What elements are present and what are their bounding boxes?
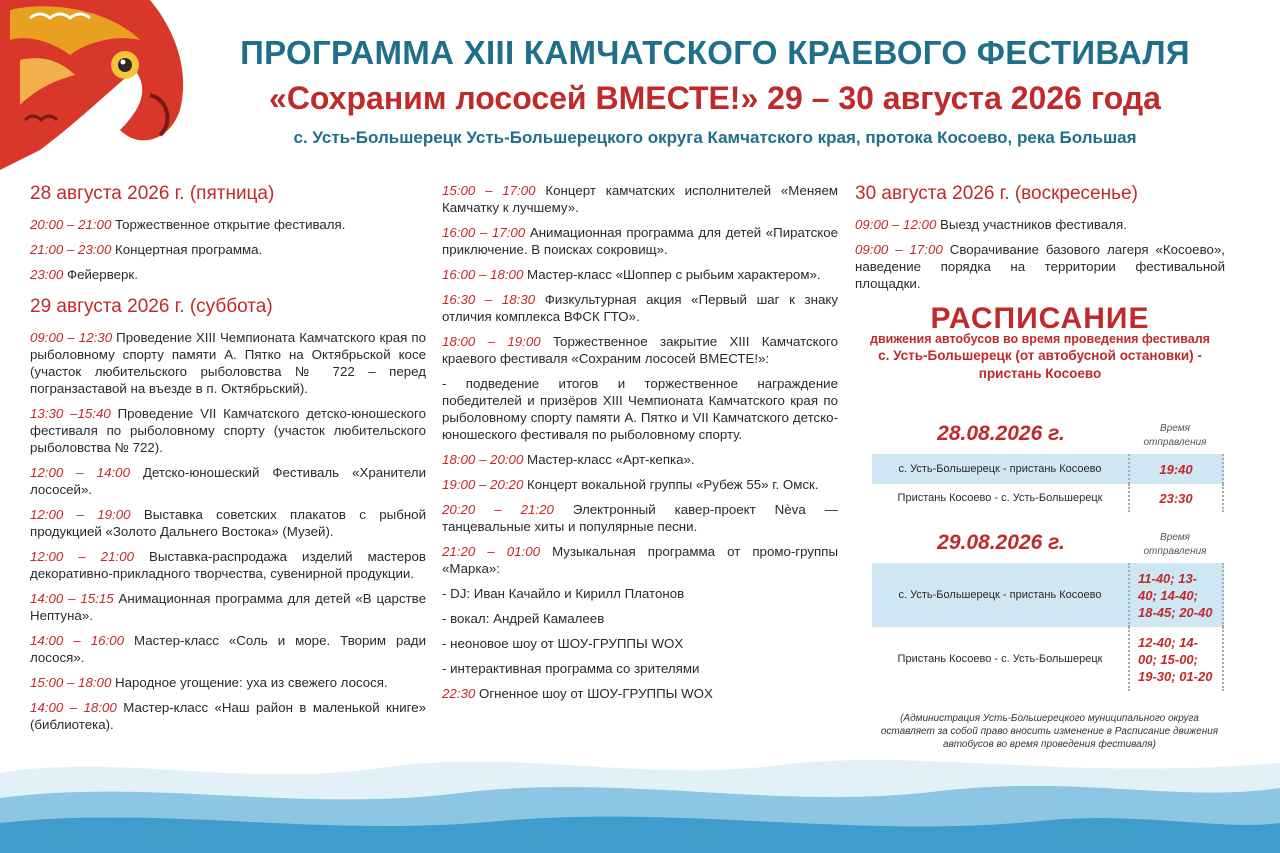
bus-route: Пристань Косоево - с. Усть-Большерецк — [872, 484, 1130, 512]
event-time: 20:20 – 21:20 — [442, 502, 554, 517]
event-text: Концерт камчатских исполнителей «Меняем Камчатку к лучшему». — [442, 183, 838, 215]
list-item — [30, 590, 426, 624]
day2-event-list — [30, 329, 426, 733]
event-text: Проведение XIII Чемпионата Камчатского края по рыболовному спорту памяти А. Пятко на Октябрьской косе (участок любительского рыболовства № 722 – перед погранзаставой на въезде в п. Октябрьский). — [30, 330, 426, 396]
event-text: Мастер-класс «Соль и море. Творим ради лосося». — [30, 633, 426, 665]
bus-date: 29.08.2026 г. — [937, 531, 1065, 554]
list-item — [442, 224, 838, 258]
departure-label: Время отправления — [1143, 532, 1207, 557]
list-item — [442, 476, 838, 493]
list-item — [442, 660, 838, 677]
day-heading-aug-28: 28 августа 2026 г. (пятница) — [30, 183, 275, 204]
table-row — [872, 563, 1224, 627]
event-time: 23:00 — [30, 267, 64, 282]
event-text: Выезд участников фестиваля. — [936, 217, 1127, 232]
list-item — [855, 216, 1225, 233]
event-time: 09:00 – 12:30 — [30, 330, 113, 345]
event-time: 14:00 – 18:00 — [30, 700, 117, 715]
bus-schedule-title: РАСПИСАНИЕ — [930, 302, 1150, 335]
event-time: 21:20 – 01:00 — [442, 544, 541, 559]
bus-times: 11-40; 13-40; 14-40; 18-45; 20-40 — [1138, 570, 1213, 620]
list-item — [442, 333, 838, 367]
event-text: Сворачивание базового лагеря «Косоево», наведение порядка на территории фестивальной площадки. — [855, 242, 1225, 291]
list-item — [442, 375, 838, 443]
event-time: 12:00 – 21:00 — [30, 549, 134, 564]
day1-event-list — [30, 216, 426, 283]
event-text: Анимационная программа для детей «В царстве Нептуна». — [30, 591, 426, 623]
list-item — [30, 241, 426, 258]
event-time: 19:00 – 20:20 — [442, 477, 524, 492]
event-text: - подведение итогов и торжественное награждение победителей и призёров XIII Чемпионата Камчатского края по рыболовному спорту памяти А. Пятко и VII Камчатского детско-юношеского фестиваля по рыболовному спорту. — [442, 376, 838, 442]
bus-route: с. Усть-Большерецк - пристань Косоево — [872, 454, 1130, 484]
list-item — [30, 405, 426, 456]
event-text: Анимационная программа для детей «Пиратское приключение. В поисках сокровищ». — [442, 225, 838, 257]
event-time: 09:00 – 12:00 — [855, 217, 937, 232]
list-item — [30, 266, 426, 283]
departure-label: Время отправления — [1143, 423, 1207, 448]
event-time: 09:00 – 17:00 — [855, 242, 943, 257]
event-time: 16:30 – 18:30 — [442, 292, 536, 307]
bus-times: 19:40 — [1159, 461, 1193, 477]
table-row — [872, 454, 1224, 484]
event-text: - интерактивная программа со зрителями — [442, 661, 700, 676]
event-text: Огненное шоу от ШОУ-ГРУППЫ WOX — [475, 686, 713, 701]
event-text: Мастер-класс «Наш район в маленькой книге» (библиотека). — [30, 700, 426, 732]
event-text: Мастер-класс «Арт-кепка». — [523, 452, 695, 467]
program-column-1 — [30, 182, 426, 741]
bus-table-aug-29 — [872, 527, 1224, 691]
list-item — [442, 451, 838, 468]
event-time: 18:00 – 20:00 — [442, 452, 524, 467]
list-item — [442, 291, 838, 325]
festival-location: с. Усть-Большерецк Усть-Большерецкого округа Камчатского края, протока Косоево, река Большая — [293, 128, 1137, 147]
event-time: 12:00 – 19:00 — [30, 507, 131, 522]
list-item — [442, 266, 838, 283]
event-text: Выставка-распродажа изделий мастеров декоративно-прикладного творчества, сувенирной продукции. — [30, 549, 426, 581]
list-item — [30, 216, 426, 233]
bus-schedule-subtitle: движения автобусов во время проведения фестиваля — [870, 332, 1210, 346]
event-text: Народное угощение: уха из свежего лосося. — [111, 675, 388, 690]
event-time: 12:00 – 14:00 — [30, 465, 130, 480]
event-text: Концертная программа. — [111, 242, 263, 257]
page-title: ПРОГРАММА XIII КАМЧАТСКОГО КРАЕВОГО ФЕСТИВАЛЯ — [240, 34, 1190, 71]
bus-route: Пристань Косоево - с. Усть-Большерецк — [872, 627, 1130, 691]
list-item — [442, 543, 838, 577]
event-time: 14:00 – 15:15 — [30, 591, 114, 606]
table-row — [872, 627, 1224, 691]
event-time: 15:00 – 17:00 — [442, 183, 536, 198]
festival-subtitle: «Сохраним лососей ВМЕСТЕ!» 29 – 30 августа 2026 года — [269, 80, 1161, 116]
event-text: Электронный кавер-проект Nèva — танцевальные хиты и популярные песни. — [442, 502, 838, 534]
list-item — [30, 329, 426, 397]
bus-table-header — [872, 418, 1224, 454]
event-time: 20:00 – 21:00 — [30, 217, 112, 232]
program-column-2 — [442, 182, 838, 710]
list-item — [442, 635, 838, 652]
event-text: Музыкальная программа от промо-группы «Марка»: — [442, 544, 838, 576]
list-item — [30, 674, 426, 691]
bus-schedule-note: (Администрация Усть-Большерецкого муниципального округа оставляет за собой право вносить изменение в Расписание движения автобусов во время проведения фестиваля) — [880, 713, 1219, 750]
list-item — [30, 699, 426, 733]
day-heading-aug-30: 30 августа 2026 г. (воскресенье) — [855, 183, 1138, 204]
list-item — [30, 548, 426, 582]
event-text: Физкультурная акция «Первый шаг к знаку отличия комплекса ВФСК ГТО». — [442, 292, 838, 324]
bus-table-aug-28 — [872, 418, 1224, 512]
list-item — [30, 632, 426, 666]
event-text: - неоновое шоу от ШОУ-ГРУППЫ WOX — [442, 636, 684, 651]
event-time: 13:30 –15:40 — [30, 406, 111, 421]
event-time: 14:00 – 16:00 — [30, 633, 124, 648]
waves-decoration-icon — [0, 743, 1280, 853]
bus-times: 12-40; 14-00; 15-00; 19-30; 01-20 — [1138, 634, 1213, 684]
event-text: - DJ: Иван Качайло и Кирилл Платонов — [442, 586, 685, 601]
event-time: 15:00 – 18:00 — [30, 675, 112, 690]
table-row — [872, 484, 1224, 512]
event-text: Мастер-класс «Шоппер с рыбьим характером». — [523, 267, 821, 282]
program-column-3 — [855, 182, 1225, 383]
event-time: 21:00 – 23:00 — [30, 242, 112, 257]
bus-table-header — [872, 527, 1224, 563]
event-text: Фейерверк. — [63, 267, 138, 282]
event-time: 16:00 – 18:00 — [442, 267, 524, 282]
event-text: - вокал: Андрей Камалеев — [442, 611, 605, 626]
list-item — [30, 464, 426, 498]
bus-times: 23:30 — [1159, 490, 1193, 506]
bus-date: 28.08.2026 г. — [937, 422, 1065, 445]
list-item — [442, 585, 838, 602]
event-time: 22:30 — [442, 686, 476, 701]
bus-schedule-route: с. Усть-Большерецк (от автобусной остановки) - пристань Косоево — [878, 348, 1202, 381]
event-text: Проведение VII Камчатского детско-юношеского фестиваля по рыболовному спорту (участок любительского рыболовства № 722). — [30, 406, 427, 455]
event-text: Детско-юношеский Фестиваль «Хранители лососей». — [30, 465, 426, 497]
bus-route: с. Усть-Большерецк - пристань Косоево — [872, 563, 1130, 627]
day-heading-aug-29: 29 августа 2026 г. (суббота) — [30, 296, 273, 317]
list-item — [855, 241, 1225, 292]
list-item — [442, 501, 838, 535]
event-text: Торжественное закрытие XIII Камчатского краевого фестиваля «Сохраним лососей ВМЕСТЕ!»: — [442, 334, 838, 366]
event-text: Концерт вокальной группы «Рубеж 55» г. Омск. — [523, 477, 819, 492]
event-text: Выставка советских плакатов с рыбной продукцией «Золото Дальнего Востока» (Музей). — [30, 507, 427, 539]
event-text: Торжественное открытие фестиваля. — [111, 217, 346, 232]
list-item — [442, 182, 838, 216]
event-time: 16:00 – 17:00 — [442, 225, 526, 240]
list-item — [442, 685, 838, 702]
list-item — [30, 506, 426, 540]
list-item — [442, 610, 838, 627]
event-time: 18:00 – 19:00 — [442, 334, 541, 349]
